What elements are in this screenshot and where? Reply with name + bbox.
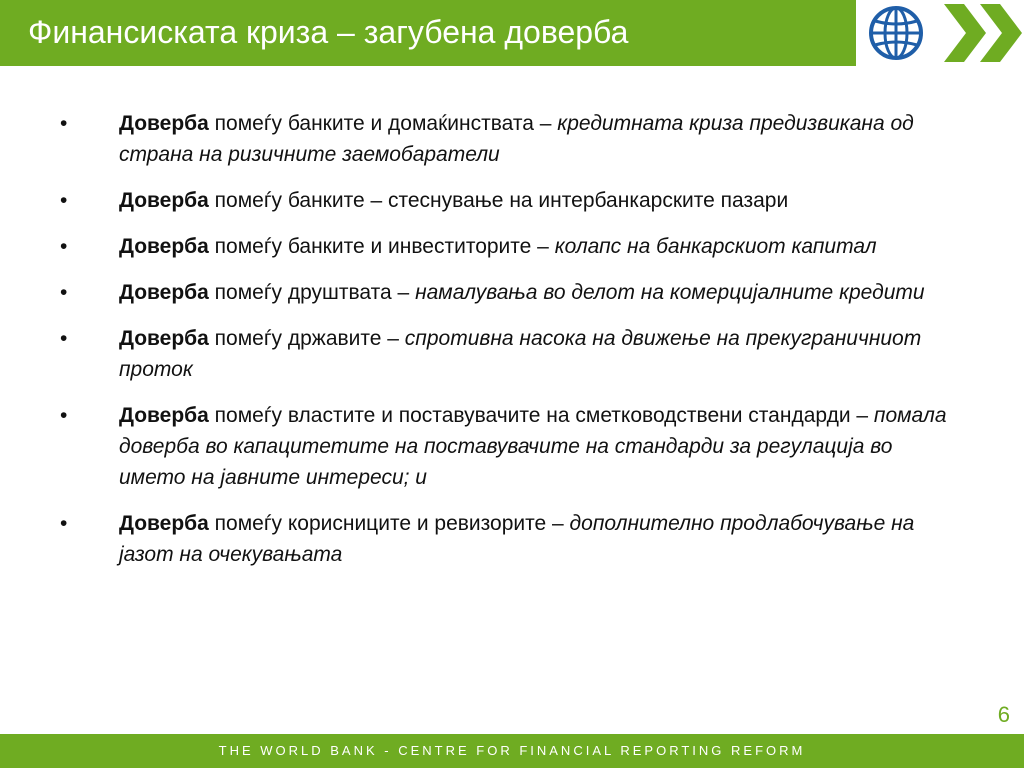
bullet-text: помеѓу друштвата – [208,281,416,304]
bullet-lead: Доверба [119,404,209,427]
bullet-marker: • [60,281,68,304]
bullet-lead: Доверба [119,281,209,304]
list-item [0,185,1024,216]
world-bank-globe-icon [868,5,924,61]
bullet-marker: • [60,327,68,350]
world-bank-logo [862,0,932,66]
bullet-marker: • [60,512,68,535]
bullet-lead: Доверба [119,112,209,135]
bullet-emphasis: намалувања во делот на комерцијалните кредити [415,281,925,304]
bullet-emphasis: кредитната криза предизвикана од страна на ризичните заемобаратели [119,112,914,166]
list-item [0,108,1024,170]
page-number: 6 [997,702,1010,727]
list-item [0,400,1024,493]
bullet-emphasis: дополнително продлабочување на јазот на очекувањата [119,512,915,566]
bullet-marker: • [60,235,68,258]
bullet-lead: Доверба [119,189,209,212]
bullet-lead: Доверба [119,512,209,535]
slide-title: Финансиската криза – загубена доверба [28,14,629,50]
bullet-text: помеѓу банките и инвеститорите – [208,235,555,258]
list-item [0,323,1024,385]
bullet-lead: Доверба [119,327,209,350]
bullet-text: помеѓу банките – стеснување на интербанкарските пазари [208,189,789,212]
bullet-marker: • [60,189,68,212]
bullet-marker: • [60,112,68,135]
bullet-text: помеѓу државите – [208,327,405,350]
list-item [0,508,1024,570]
footer-bar [0,734,1024,768]
bullet-marker: • [60,404,68,427]
list-item [0,277,1024,308]
double-chevron-right-icon [936,0,1024,66]
bullet-text: помеѓу властите и поставувачите на сметководствени стандарди – [208,404,874,427]
bullet-text: помеѓу банките и домаќинствата – [208,112,558,135]
list-item [0,231,1024,262]
bullet-emphasis: спротивна насока на движење на прекуграничниот проток [119,327,922,381]
title-bar [0,0,856,66]
footer-text: THE WORLD BANK - CENTRE FOR FINANCIAL REPORTING REFORM [218,743,806,758]
bullet-emphasis: помала доверба во капацитетите на поставувачите на стандарди за регулација во името на јавните интереси; и [119,404,947,489]
bullet-list [0,108,1024,585]
bullet-text: помеѓу корисниците и ревизорите – [208,512,570,535]
chevron-decoration [936,0,1024,66]
bullet-lead: Доверба [119,235,209,258]
bullet-emphasis: колапс на банкарскиот капитал [554,235,877,258]
